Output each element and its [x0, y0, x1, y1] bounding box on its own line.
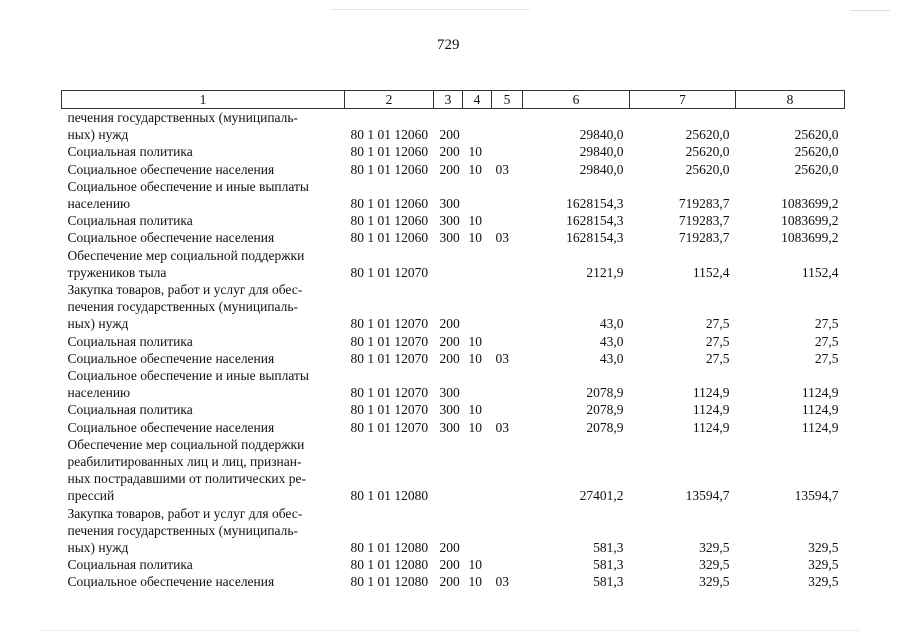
cell-amount-col7: 1124,9 [692, 419, 730, 435]
cell-expense-type: 200 [439, 540, 460, 556]
cell-section [463, 298, 492, 315]
cell-section [463, 522, 492, 539]
cell-amount-col6 [523, 109, 630, 127]
cell-expense-type: 200 [439, 333, 460, 349]
cell-section [463, 505, 492, 522]
scan-noise-bottom [40, 630, 860, 631]
cell-name: Закупка товаров, работ и услуг для обес- [67, 505, 303, 521]
cell-amount-col6: 581,3 [593, 540, 624, 556]
cell-name: Социальное обеспечение населения [67, 350, 275, 366]
cell-expense-type: 200 [439, 557, 460, 573]
cell-amount-col7: 1124,9 [692, 385, 730, 401]
cell-name: Социальное обеспечение населения [67, 230, 275, 246]
cell-code: 80 1 01 12080 [350, 557, 429, 573]
cell-code: 80 1 01 12060 [350, 161, 429, 177]
cell-amount-col6: 29840,0 [579, 161, 624, 177]
cell-amount-col7: 27,5 [705, 350, 730, 366]
table-row [62, 453, 845, 470]
cell-section [463, 453, 492, 470]
cell-amount-col7: 329,5 [699, 574, 730, 590]
cell-subsection: 03 [495, 574, 509, 590]
table-row [62, 161, 845, 178]
cell-subsection [492, 487, 523, 504]
cell-amount-col7 [630, 436, 736, 453]
cell-amount-col8: 329,5 [808, 540, 839, 556]
cell-section [463, 367, 492, 384]
budget-table [61, 90, 845, 591]
cell-amount-col7: 25620,0 [685, 144, 730, 160]
cell-code [345, 436, 434, 453]
cell-name: населению [67, 196, 131, 212]
header-col-5: 5 [492, 91, 523, 109]
cell-section [463, 487, 492, 504]
cell-amount-col8: 25620,0 [794, 161, 839, 177]
cell-name: Социальная политика [67, 557, 193, 573]
cell-expense-type: 200 [439, 316, 460, 332]
table-row [62, 539, 845, 556]
cell-section: 10 [468, 333, 482, 349]
cell-section: 10 [468, 557, 482, 573]
cell-subsection [492, 195, 523, 212]
cell-amount-col8: 25620,0 [794, 144, 839, 160]
cell-code: 80 1 01 12070 [350, 333, 429, 349]
cell-amount-col7: 719283,7 [678, 213, 730, 229]
cell-amount-col8: 1124,9 [801, 402, 839, 418]
cell-section [463, 126, 492, 143]
cell-code: 80 1 01 12070 [350, 419, 429, 435]
cell-name: Социальная политика [67, 213, 193, 229]
cell-name: печения государственных (муниципаль- [67, 522, 299, 538]
cell-expense-type: 200 [439, 161, 460, 177]
scan-noise-top-right [850, 10, 890, 11]
cell-expense-type [434, 487, 463, 504]
cell-amount-col6: 2078,9 [586, 402, 624, 418]
cell-amount-col7: 13594,7 [685, 488, 730, 504]
cell-section: 10 [468, 574, 482, 590]
cell-subsection [492, 212, 523, 229]
cell-subsection [492, 281, 523, 298]
cell-code: 80 1 01 12080 [350, 574, 429, 590]
cell-code: 80 1 01 12060 [350, 127, 429, 143]
cell-amount-col8: 329,5 [808, 574, 839, 590]
table-row [62, 315, 845, 332]
cell-subsection [492, 247, 523, 264]
cell-amount-col6: 43,0 [599, 316, 624, 332]
cell-section [463, 178, 492, 195]
cell-amount-col6: 2121,9 [586, 264, 624, 280]
cell-expense-type: 300 [439, 230, 460, 246]
table-row [62, 573, 845, 590]
cell-amount-col6 [523, 247, 630, 264]
cell-amount-col8 [736, 453, 845, 470]
cell-subsection [492, 556, 523, 573]
table-row [62, 229, 845, 246]
cell-amount-col7: 329,5 [699, 557, 730, 573]
cell-amount-col8: 1124,9 [801, 419, 839, 435]
cell-subsection [492, 436, 523, 453]
cell-amount-col7 [630, 470, 736, 487]
cell-expense-type: 300 [439, 402, 460, 418]
cell-section [463, 109, 492, 127]
cell-name: ных) нужд [67, 127, 129, 143]
cell-code: 80 1 01 12080 [350, 540, 429, 556]
cell-code [345, 367, 434, 384]
cell-section [463, 539, 492, 556]
cell-name: Закупка товаров, работ и услуг для обес- [67, 282, 303, 298]
cell-subsection [492, 333, 523, 350]
header-col-3: 3 [434, 91, 463, 109]
cell-code: 80 1 01 12070 [350, 316, 429, 332]
cell-amount-col6 [523, 505, 630, 522]
cell-section [463, 264, 492, 281]
cell-name: печения государственных (муниципаль- [67, 110, 299, 125]
cell-amount-col8: 1083699,2 [781, 230, 839, 246]
cell-code: 80 1 01 12070 [350, 350, 429, 366]
cell-amount-col8: 27,5 [814, 316, 839, 332]
cell-amount-col6: 43,0 [599, 350, 624, 366]
cell-expense-type [434, 505, 463, 522]
cell-amount-col8 [736, 109, 845, 127]
cell-name: ных) нужд [67, 540, 129, 556]
cell-amount-col6: 1628154,3 [566, 230, 624, 246]
cell-name: реабилитированных лиц и лиц, признан- [67, 454, 302, 470]
cell-expense-type: 300 [439, 385, 460, 401]
table-row [62, 487, 845, 504]
cell-amount-col7: 25620,0 [685, 161, 730, 177]
cell-amount-col6 [523, 470, 630, 487]
table-row [62, 384, 845, 401]
cell-expense-type [434, 367, 463, 384]
cell-code: 80 1 01 12070 [350, 264, 429, 280]
cell-expense-type [434, 281, 463, 298]
table-row [62, 419, 845, 436]
cell-subsection [492, 470, 523, 487]
cell-amount-col6: 581,3 [593, 557, 624, 573]
cell-name: Социальное обеспечение и иные выплаты [67, 178, 309, 194]
cell-amount-col6: 2078,9 [586, 419, 624, 435]
cell-amount-col8: 13594,7 [794, 488, 839, 504]
cell-amount-col6 [523, 522, 630, 539]
cell-section: 10 [468, 144, 482, 160]
cell-subsection [492, 264, 523, 281]
cell-amount-col7: 27,5 [705, 316, 730, 332]
cell-section: 10 [468, 213, 482, 229]
cell-subsection: 03 [495, 419, 509, 435]
cell-name: ных) нужд [67, 316, 129, 332]
cell-code [345, 109, 434, 127]
cell-name: Социальное обеспечение и иные выплаты [67, 368, 309, 384]
header-col-8: 8 [736, 91, 845, 109]
cell-subsection [492, 178, 523, 195]
table-row [62, 264, 845, 281]
table-row [62, 470, 845, 487]
cell-section [463, 315, 492, 332]
cell-name: ных пострадавшими от политических ре- [67, 471, 307, 487]
table-row [62, 212, 845, 229]
table-row [62, 367, 845, 384]
cell-expense-type [434, 522, 463, 539]
cell-expense-type [434, 247, 463, 264]
table-row [62, 109, 845, 127]
cell-code: 80 1 01 12060 [350, 196, 429, 212]
cell-amount-col6 [523, 281, 630, 298]
cell-expense-type [434, 470, 463, 487]
table-header-row [62, 91, 845, 109]
table-row [62, 126, 845, 143]
cell-section: 10 [468, 161, 482, 177]
table-row [62, 505, 845, 522]
cell-amount-col7: 1152,4 [692, 264, 730, 280]
cell-amount-col7: 329,5 [699, 540, 730, 556]
table-row [62, 522, 845, 539]
table-row [62, 195, 845, 212]
cell-amount-col7 [630, 109, 736, 127]
cell-subsection [492, 539, 523, 556]
cell-name: Социальное обеспечение населения [67, 574, 275, 590]
cell-name: Обеспечение мер социальной поддержки [67, 247, 305, 263]
cell-section: 10 [468, 230, 482, 246]
cell-section [463, 384, 492, 401]
cell-code [345, 298, 434, 315]
cell-subsection [492, 522, 523, 539]
table-row [62, 350, 845, 367]
cell-amount-col8 [736, 281, 845, 298]
cell-amount-col7: 25620,0 [685, 127, 730, 143]
header-col-1: 1 [62, 91, 345, 109]
cell-code: 80 1 01 12060 [350, 213, 429, 229]
cell-amount-col7 [630, 367, 736, 384]
table-row [62, 556, 845, 573]
cell-amount-col6: 43,0 [599, 333, 624, 349]
cell-amount-col8 [736, 522, 845, 539]
cell-amount-col7 [630, 247, 736, 264]
cell-code [345, 281, 434, 298]
cell-name: Социальная политика [67, 144, 193, 160]
cell-amount-col6 [523, 178, 630, 195]
cell-expense-type: 300 [439, 196, 460, 212]
cell-name: Социальное обеспечение населения [67, 419, 275, 435]
cell-expense-type [434, 264, 463, 281]
table-row [62, 247, 845, 264]
cell-subsection [492, 315, 523, 332]
cell-amount-col6 [523, 436, 630, 453]
cell-subsection [492, 143, 523, 160]
table-row [62, 401, 845, 418]
cell-subsection [492, 505, 523, 522]
header-col-7: 7 [630, 91, 736, 109]
cell-code [345, 522, 434, 539]
cell-subsection [492, 384, 523, 401]
cell-amount-col6: 2078,9 [586, 385, 624, 401]
header-col-4: 4 [463, 91, 492, 109]
cell-expense-type [434, 109, 463, 127]
table-row [62, 281, 845, 298]
cell-expense-type: 200 [439, 350, 460, 366]
cell-amount-col8: 27,5 [814, 333, 839, 349]
cell-name: населению [67, 385, 131, 401]
cell-amount-col7 [630, 453, 736, 470]
cell-expense-type [434, 178, 463, 195]
cell-amount-col7: 719283,7 [678, 230, 730, 246]
cell-amount-col7: 1124,9 [692, 402, 730, 418]
cell-amount-col6: 581,3 [593, 574, 624, 590]
cell-amount-col7: 719283,7 [678, 196, 730, 212]
cell-amount-col8 [736, 470, 845, 487]
cell-subsection: 03 [495, 230, 509, 246]
cell-expense-type: 200 [439, 574, 460, 590]
cell-subsection [492, 453, 523, 470]
table-row [62, 143, 845, 160]
cell-name: Социальная политика [67, 333, 193, 349]
cell-amount-col8 [736, 436, 845, 453]
cell-amount-col7 [630, 178, 736, 195]
cell-expense-type: 300 [439, 213, 460, 229]
cell-code [345, 247, 434, 264]
cell-amount-col7 [630, 298, 736, 315]
cell-section [463, 195, 492, 212]
cell-code [345, 178, 434, 195]
table-row [62, 333, 845, 350]
cell-code: 80 1 01 12060 [350, 144, 429, 160]
cell-code: 80 1 01 12070 [350, 402, 429, 418]
table-body [62, 109, 845, 591]
cell-amount-col8 [736, 505, 845, 522]
cell-subsection: 03 [495, 350, 509, 366]
cell-section [463, 281, 492, 298]
cell-amount-col8 [736, 367, 845, 384]
cell-code: 80 1 01 12080 [350, 488, 429, 504]
cell-name: Социальное обеспечение населения [67, 161, 275, 177]
cell-amount-col8: 1083699,2 [781, 213, 839, 229]
cell-name: тружеников тыла [67, 264, 167, 280]
cell-subsection [492, 298, 523, 315]
table-row [62, 436, 845, 453]
cell-code [345, 453, 434, 470]
cell-amount-col6 [523, 367, 630, 384]
cell-amount-col6 [523, 453, 630, 470]
cell-expense-type: 300 [439, 419, 460, 435]
cell-section: 10 [468, 350, 482, 366]
cell-expense-type [434, 298, 463, 315]
cell-section: 10 [468, 402, 482, 418]
cell-subsection [492, 109, 523, 127]
cell-code: 80 1 01 12070 [350, 385, 429, 401]
cell-section [463, 470, 492, 487]
cell-code: 80 1 01 12060 [350, 230, 429, 246]
cell-name: Обеспечение мер социальной поддержки [67, 436, 305, 452]
cell-amount-col8 [736, 247, 845, 264]
cell-section [463, 247, 492, 264]
cell-amount-col7 [630, 522, 736, 539]
cell-amount-col6 [523, 298, 630, 315]
cell-amount-col8: 1152,4 [801, 264, 839, 280]
cell-amount-col8: 1124,9 [801, 385, 839, 401]
cell-amount-col7: 27,5 [705, 333, 730, 349]
cell-subsection: 03 [495, 161, 509, 177]
cell-expense-type [434, 453, 463, 470]
cell-amount-col6: 29840,0 [579, 144, 624, 160]
header-col-2: 2 [345, 91, 434, 109]
header-col-6: 6 [523, 91, 630, 109]
cell-amount-col8 [736, 178, 845, 195]
cell-amount-col8: 329,5 [808, 557, 839, 573]
cell-amount-col7 [630, 505, 736, 522]
cell-code [345, 470, 434, 487]
cell-amount-col6: 27401,2 [579, 488, 624, 504]
cell-code [345, 505, 434, 522]
cell-subsection [492, 401, 523, 418]
cell-expense-type: 200 [439, 127, 460, 143]
cell-amount-col8: 1083699,2 [781, 196, 839, 212]
cell-name: прессий [67, 488, 115, 504]
cell-amount-col8: 27,5 [814, 350, 839, 366]
table-row [62, 178, 845, 195]
cell-expense-type [434, 436, 463, 453]
cell-expense-type: 200 [439, 144, 460, 160]
cell-subsection [492, 367, 523, 384]
cell-name: Социальная политика [67, 402, 193, 418]
cell-amount-col6: 1628154,3 [566, 196, 624, 212]
cell-name: печения государственных (муниципаль- [67, 299, 299, 315]
page-number: 729 [437, 37, 460, 53]
cell-section [463, 436, 492, 453]
cell-subsection [492, 126, 523, 143]
cell-amount-col6: 1628154,3 [566, 213, 624, 229]
cell-amount-col8 [736, 298, 845, 315]
cell-section: 10 [468, 419, 482, 435]
cell-amount-col6: 29840,0 [579, 127, 624, 143]
scan-noise-top [330, 9, 530, 10]
cell-amount-col8: 25620,0 [794, 127, 839, 143]
table-row [62, 298, 845, 315]
cell-amount-col7 [630, 281, 736, 298]
